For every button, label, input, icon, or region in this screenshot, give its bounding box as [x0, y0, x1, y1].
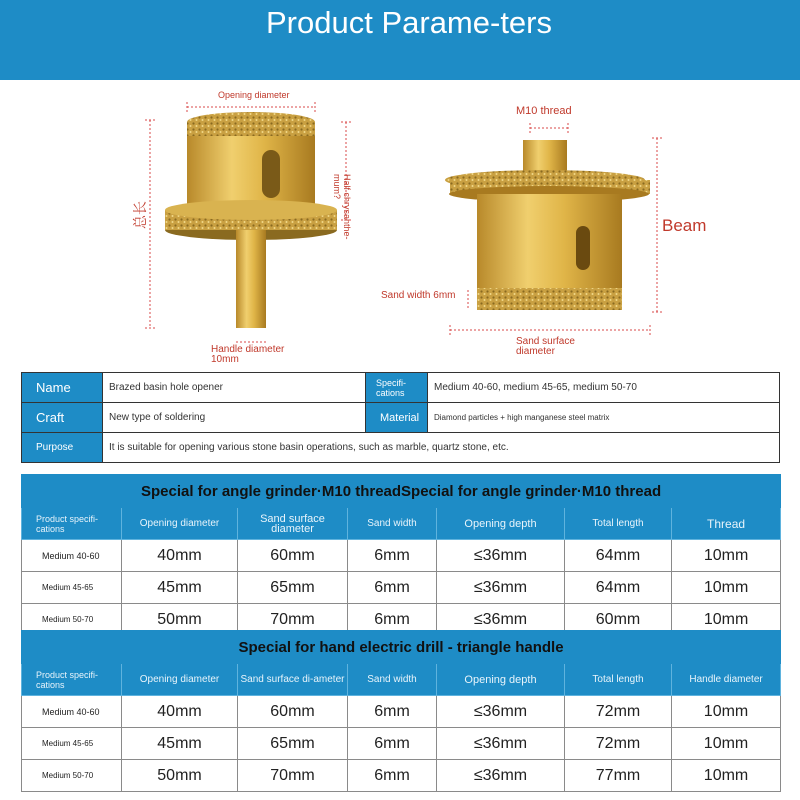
column-header: Total length: [565, 508, 672, 540]
table-title-row: [22, 475, 781, 508]
table-cell: Medium 40-60: [22, 696, 122, 728]
table-cell: 65mm: [238, 728, 348, 760]
table-cell: Medium 50-70: [22, 760, 122, 792]
table-cell: 45mm: [122, 728, 238, 760]
table-cell: 40mm: [122, 540, 238, 572]
specifications-value: Medium 40-60, medium 45-65, medium 50-70: [428, 373, 780, 403]
info-row: [22, 373, 780, 403]
column-header: Sand width: [348, 508, 437, 540]
table-cell: 50mm: [122, 760, 238, 792]
craft-key: Craft: [22, 403, 103, 433]
table-cell: ≤36mm: [437, 760, 565, 792]
table-cell: ≤36mm: [437, 540, 565, 572]
table-header-row: [22, 664, 781, 696]
table-cell: 60mm: [238, 696, 348, 728]
column-header: Sand width: [348, 664, 437, 696]
table-cell: 64mm: [565, 572, 672, 604]
column-header: Opening diameter: [122, 508, 238, 540]
table-cell: 10mm: [672, 728, 781, 760]
thread-bit-drawing: [445, 140, 650, 310]
column-header: Product specifi-cations: [22, 664, 122, 696]
table-cell: 10mm: [672, 604, 781, 636]
product-diagram: [0, 80, 800, 368]
table-cell: 10mm: [672, 572, 781, 604]
table-cell: 40mm: [122, 696, 238, 728]
page-title: Product Parame-ters: [266, 5, 552, 40]
craft-value: New type of soldering: [103, 403, 366, 433]
column-header: Sand surface di-ameter: [238, 664, 348, 696]
table-cell: Medium 40-60: [22, 540, 122, 572]
table-cell: ≤36mm: [437, 728, 565, 760]
table-row: [22, 540, 781, 572]
table-cell: 60mm: [238, 540, 348, 572]
table-cell: 6mm: [348, 760, 437, 792]
table-cell: Medium 45-65: [22, 728, 122, 760]
table-row: [22, 696, 781, 728]
table-cell: 77mm: [565, 760, 672, 792]
table-cell: Medium 50-70: [22, 604, 122, 636]
table-cell: 70mm: [238, 760, 348, 792]
column-header: Opening depth: [437, 508, 565, 540]
table-cell: 10mm: [672, 760, 781, 792]
product-info-table: [21, 372, 780, 463]
name-value: Brazed basin hole opener: [103, 373, 366, 403]
table-cell: ≤36mm: [437, 604, 565, 636]
table-cell: 50mm: [122, 604, 238, 636]
m10-thread-label: M10 thread: [516, 105, 572, 117]
table-cell: 70mm: [238, 604, 348, 636]
column-header: Total length: [565, 664, 672, 696]
table-cell: 6mm: [348, 572, 437, 604]
angle-grinder-table-title: Special for angle grinder·M10 threadSpecial for angle grinder·M10 thread: [22, 475, 781, 508]
table-cell: Medium 45-65: [22, 572, 122, 604]
handle-diameter-label: Handle diameter 10mm: [211, 344, 285, 365]
info-row: [22, 403, 780, 433]
table-header-row: [22, 508, 781, 540]
column-header: Opening depth: [437, 664, 565, 696]
specifications-key: Specifi-cations: [366, 373, 428, 403]
info-row: [22, 433, 780, 463]
total-length-label: 总长: [132, 201, 148, 229]
sand-surface-diameter-label: Sand surface diameter: [516, 336, 575, 357]
table-cell: 64mm: [565, 540, 672, 572]
table-cell: 72mm: [565, 696, 672, 728]
sand-width-label: Sand width 6mm: [381, 290, 456, 301]
name-key: Name: [22, 373, 103, 403]
table-row: [22, 760, 781, 792]
column-header: Opening diameter: [122, 664, 238, 696]
table-cell: 6mm: [348, 696, 437, 728]
table-cell: ≤36mm: [437, 572, 565, 604]
table-cell: 6mm: [348, 728, 437, 760]
table-cell: 6mm: [348, 540, 437, 572]
table-cell: 60mm: [565, 604, 672, 636]
table-cell: 10mm: [672, 696, 781, 728]
table-cell: 10mm: [672, 540, 781, 572]
table-title-row: [22, 631, 781, 664]
column-header: Product specifi-cations: [22, 508, 122, 540]
header-banner: [0, 0, 800, 80]
opening-diameter-label: Opening diameter: [218, 90, 290, 100]
angle-grinder-spec-table: [21, 474, 781, 636]
column-header: Handle diameter: [672, 664, 781, 696]
hand-drill-table-title: Special for hand electric drill - triangle handle: [22, 631, 781, 664]
table-cell: 6mm: [348, 604, 437, 636]
half-chrysanthemum-label: Half chrysanthe-mum?: [332, 174, 352, 240]
table-row: [22, 572, 781, 604]
hand-drill-spec-table: [21, 630, 781, 792]
table-cell: 65mm: [238, 572, 348, 604]
material-key: Material: [366, 403, 428, 433]
table-cell: 45mm: [122, 572, 238, 604]
table-cell: ≤36mm: [437, 696, 565, 728]
table-cell: 72mm: [565, 728, 672, 760]
handle-bit-drawing: [165, 112, 337, 328]
purpose-value: It is suitable for opening various stone basin operations, such as marble, quartz stone, etc.: [103, 433, 780, 463]
purpose-key: Purpose: [22, 433, 103, 463]
table-row: [22, 728, 781, 760]
column-header: Thread: [672, 508, 781, 540]
material-value: Diamond particles + high manganese steel matrix: [428, 403, 780, 433]
beam-label: Beam: [662, 216, 707, 235]
column-header: Sand surface diameter: [238, 508, 348, 540]
